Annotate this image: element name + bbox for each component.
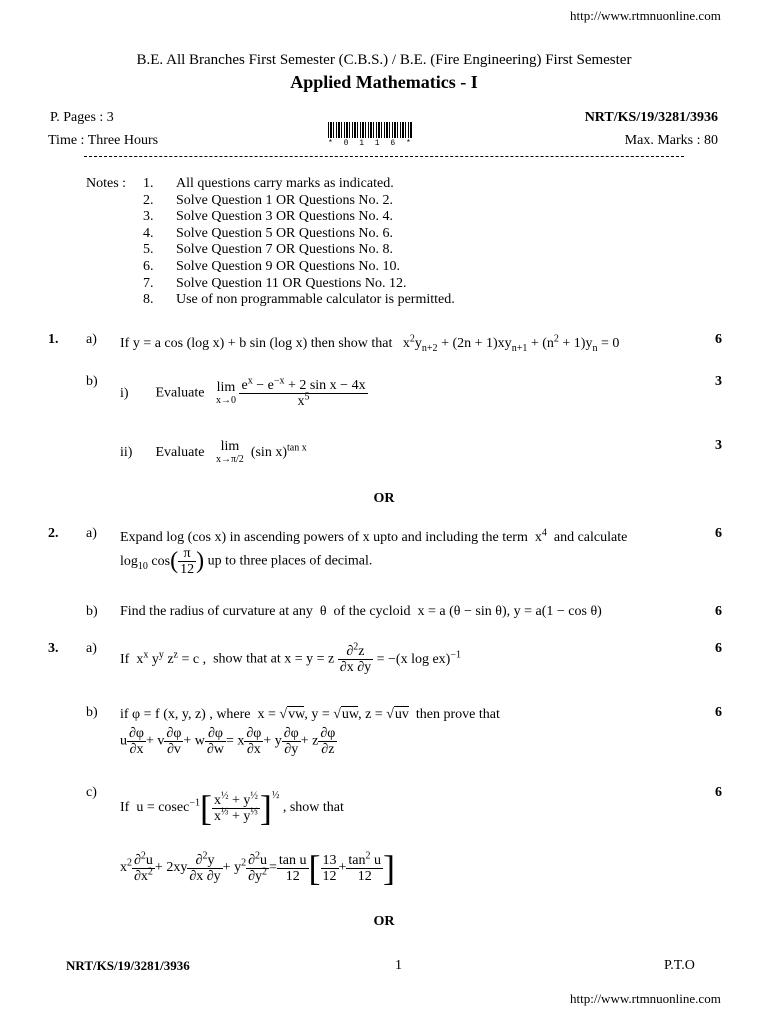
sub-label: b): [86, 604, 98, 619]
sub-label: a): [86, 641, 97, 656]
q1a-equation: $x^2y_{n+2} + (2n + 1)xy_{n+1} + (n^2 + 1)y_n = 0$: [395, 333, 620, 354]
note-item: [143, 242, 393, 258]
note-text: Solve Question 3 OR Questions No. 4.: [176, 209, 393, 225]
marks: 6: [715, 785, 722, 800]
max-marks: Max. Marks : 80: [624, 133, 718, 148]
page-number: 1: [395, 958, 402, 973]
footer-code: NRT/KS/19/3281/3936: [66, 958, 190, 973]
limit: lim x→π/2: [215, 439, 244, 465]
q1bii: ii) Evaluate lim x→π/2 (sin x)$^{tan x}$: [120, 439, 307, 465]
note-number: 3.: [143, 209, 154, 225]
q3b-equation: u $\frac{\partial\varphi}{\partial x}$ + v $\frac{\partial\varphi}{\partial v}$ + w $\frac{\partial\varphi}{\partial w}$ = x $\frac{\partial\varphi}{\partial x}$ + y $\frac{\partial\varphi}{\partial y}$ + z $\frac{\partial\varphi}{\partial z}$: [120, 726, 336, 757]
question-number: 3.: [48, 641, 59, 656]
divider: [84, 156, 684, 157]
q1a-text: [120, 333, 620, 354]
note-item: [143, 176, 394, 192]
url-top: http://www.rtmnuonline.com: [570, 8, 721, 23]
note-text: All questions carry marks as indicated.: [176, 176, 394, 191]
q3a-text: If $x^x$ $y^y$ $z^z = c$ , show that at x = y = z $\frac{\partial^2z}{\partial x \partial y}$ = −(x log ex)$^{-1}$: [120, 641, 461, 675]
marks: 3: [715, 374, 722, 389]
sub-label: b): [86, 705, 98, 720]
note-item: [143, 259, 400, 275]
sub-label: a): [86, 526, 97, 541]
paper-code: NRT/KS/19/3281/3936: [584, 110, 718, 125]
q2a-statement: Expand log (cos x) in ascending powers of x upto and including the term: [120, 530, 528, 545]
subject-title: Applied Mathematics - I: [290, 72, 478, 92]
q3a-statement: show that at x = y = z: [213, 651, 335, 667]
marks: 6: [715, 604, 722, 619]
or-separator: OR: [373, 491, 395, 506]
note-item: [143, 276, 406, 292]
note-text: Solve Question 5 OR Questions No. 6.: [176, 225, 393, 241]
marks: 6: [715, 332, 722, 347]
q2b-statement-2: of the cycloid: [333, 604, 411, 619]
note-item: [143, 193, 393, 209]
q1a-statement: If y = a cos (log x) + b sin (log x) then show that: [120, 336, 393, 351]
note-number: 4.: [143, 225, 154, 241]
course-title: B.E. All Branches First Semester (C.B.S.) / B.E. (Fire Engineering) First Semester: [136, 52, 632, 68]
q2a-line1: Expand log (cos x) in ascending powers of x upto and including the term $x^4$ and calculate: [120, 527, 628, 545]
note-number: 5.: [143, 242, 154, 258]
q1bi: [120, 375, 368, 409]
evaluate-text: Evaluate: [155, 385, 205, 401]
question-number: 1.: [48, 332, 59, 347]
note-text: Solve Question 1 OR Questions No. 2.: [176, 192, 393, 208]
barcode: [328, 122, 412, 138]
time-label: Time : Three Hours: [48, 133, 159, 148]
url-bottom: http://www.rtmnuonline.com: [570, 991, 721, 1006]
q3c-statement: show that: [289, 800, 344, 815]
note-number: 7.: [143, 275, 154, 291]
barcode-number: * 0 1 1 6 *: [328, 139, 414, 148]
or-separator: OR: [373, 914, 395, 929]
q2b-text: Find the radius of curvature at any θ of the cycloid x = a (θ − sin θ), y = a(1 − cos θ): [120, 604, 602, 619]
question-number: 2.: [48, 526, 59, 541]
note-text: Solve Question 9 OR Questions No. 10.: [176, 259, 400, 274]
sub-label: b): [86, 374, 98, 389]
q2a-line2: $\log_{10} \cos$( $\frac{\pi}{12}$ ) up to three places of decimal.: [120, 546, 373, 577]
sub-label: c): [86, 785, 97, 800]
note-number: 6.: [143, 259, 154, 274]
note-text: Solve Question 11 OR Questions No. 12.: [176, 275, 407, 291]
note-text: Use of non programmable calculator is permitted.: [176, 292, 455, 308]
marks: 6: [715, 526, 722, 541]
sub-sub-label: i): [120, 385, 129, 401]
note-item: [143, 209, 393, 225]
fraction: $\frac{e^x - e^{-x} + 2 \sin x - 4x}{x^5}$: [241, 375, 366, 409]
note-item: [143, 226, 393, 242]
pto-label: P.T.O: [664, 958, 695, 973]
marks: 3: [715, 438, 722, 453]
q3c-equation: $x^2$ $\frac{\partial^2u}{\partial x^2}$ + 2xy $\frac{\partial^2y}{\partial x \partial y}$ + $y^2$ $\frac{\partial^2u}{\partial y^2}$ = $\frac{\text{tan u}}{12}$ [ $\frac{13}{12}$ + $\frac{\tan^2 u}{12}$ ]: [120, 848, 396, 888]
q2b-statement: Find the radius of curvature at any: [120, 604, 313, 619]
marks: 6: [715, 641, 722, 656]
note-number: 8.: [143, 292, 154, 308]
notes-label: Notes :: [86, 176, 127, 191]
q3c-line1: If u = cosec$^{-1}$[ $\frac{x^{\frac{1}{2}} + y^{\frac{1}{2}}}{x^{\frac{1}{3}} + y^{\frac{1}{3}}}$ ]$^{\frac{1}{2}}$ , show that: [120, 788, 344, 828]
note-number: 1.: [143, 176, 154, 191]
sub-label: a): [86, 332, 97, 347]
note-text: Solve Question 7 OR Questions No. 8.: [176, 242, 393, 258]
note-number: 2.: [143, 192, 154, 208]
note-item: [143, 292, 455, 308]
q2a-statement-2: and calculate: [553, 530, 628, 545]
q2a-statement-3: up to three places of decimal.: [207, 553, 373, 569]
marks: 6: [715, 705, 722, 720]
q3b-line1: if φ = f (x, y, z) , where x = √vw, y = √uw, z = √uv then prove that: [120, 707, 500, 722]
evaluate-text: Evaluate: [155, 445, 205, 461]
q3b-statement: then prove that: [415, 707, 500, 722]
limit: lim x→0: [215, 379, 236, 406]
page-count: P. Pages : 3: [50, 110, 114, 125]
sub-sub-label: ii): [120, 445, 133, 461]
